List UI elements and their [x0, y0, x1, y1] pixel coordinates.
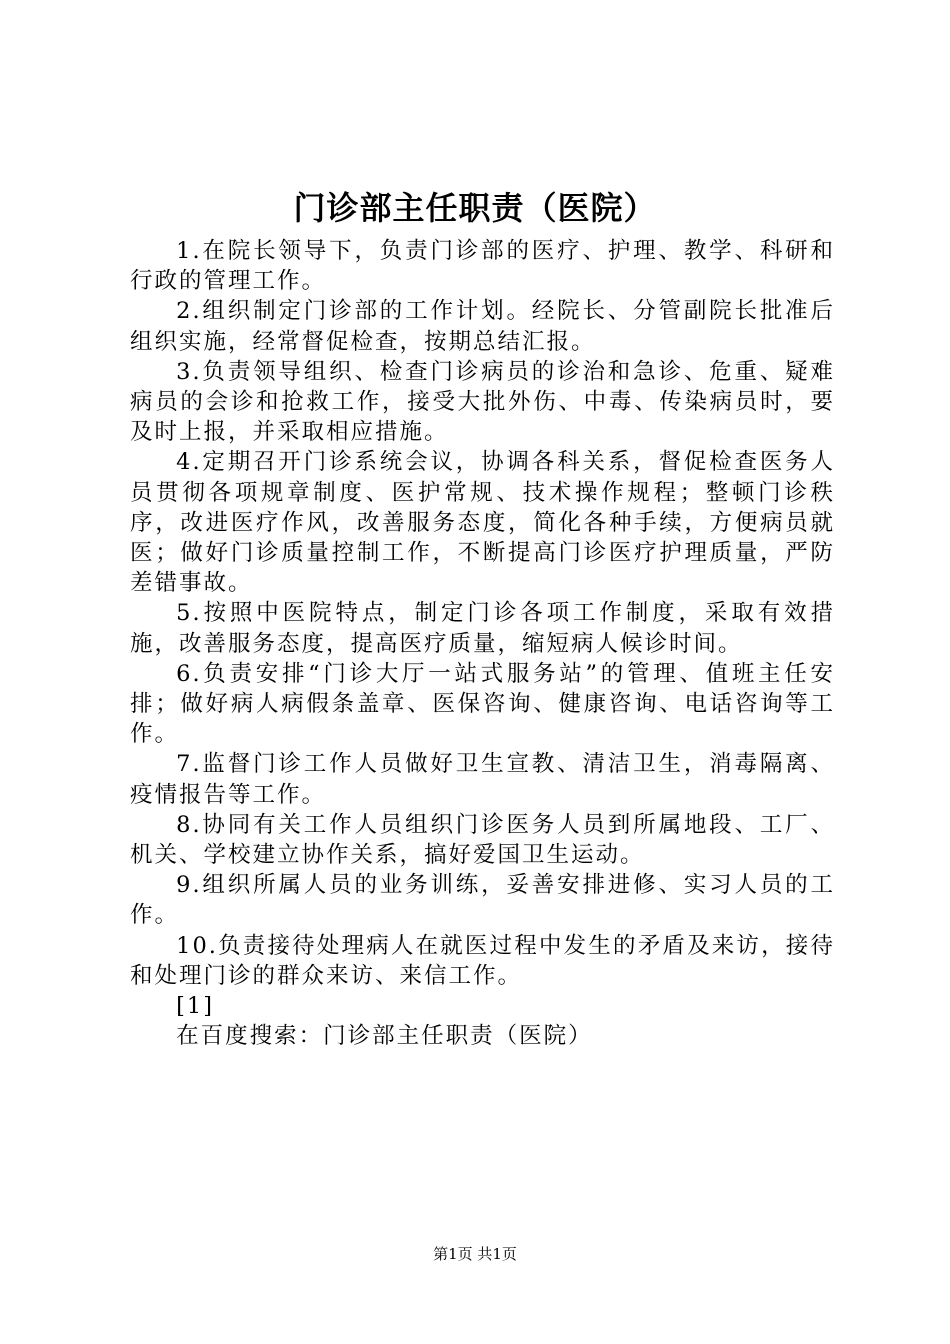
search-hint-line: 在百度搜索：门诊部主任职责（医院）: [176, 1023, 593, 1050]
paragraph-duty-8: 8.协同有关工作人员组织门诊医务人员到所属地段、工厂、机关、学校建立协作关系，搞好爱国卫生运动。: [130, 811, 835, 869]
paragraph-duty-6: 6.负责安排“门诊大厅一站式服务站”的管理、值班主任安排；做好病人病假条盖章、医保咨询、健康咨询、电话咨询等工作。: [130, 660, 835, 748]
paragraph-duty-9: 9.组织所属人员的业务训练，妥善安排进修、实习人员的工作。: [130, 872, 835, 929]
paragraph-duty-7: 7.监督门诊工作人员做好卫生宣教、清洁卫生，消毒隔离、疫情报告等工作。: [130, 751, 835, 808]
page-number-footer: 第1页 共1页: [433, 1245, 517, 1263]
paragraph-duty-4: 4.定期召开门诊系统会议，协调各科关系，督促检查医务人员贯彻各项规章制度、医护常规、技术操作规程；整顿门诊秩序，改进医疗作风，改善服务态度，简化各种手续，方便病员就医；做好门诊质量控制工作，不断提高门诊医疗护理质量，严防差错事故。: [130, 449, 835, 597]
paragraph-duty-5: 5.按照中医院特点，制定门诊各项工作制度，采取有效措施，改善服务态度，提高医疗质量，缩短病人候诊时间。: [130, 600, 835, 657]
document-title: 门诊部主任职责（医院）: [293, 189, 657, 227]
paragraph-duty-3: 3.负责领导组织、检查门诊病员的诊治和急诊、危重、疑难病员的会诊和抢救工作，接受大批外伤、中毒、传染病员时，要及时上报，并采取相应措施。: [130, 358, 835, 446]
reference-marker: [1]: [176, 993, 214, 1020]
paragraph-duty-2: 2.组织制定门诊部的工作计划。经院长、分管副院长批准后组织实施，经常督促检查，按期总结汇报。: [130, 298, 835, 355]
paragraph-duty-1: 1.在院长领导下，负责门诊部的医疗、护理、教学、科研和行政的管理工作。: [130, 238, 835, 295]
paragraph-duty-10: 10.负责接待处理病人在就医过程中发生的矛盾及来访，接待和处理门诊的群众来访、来信工作。: [130, 932, 835, 989]
document-body: [130, 236, 835, 1051]
